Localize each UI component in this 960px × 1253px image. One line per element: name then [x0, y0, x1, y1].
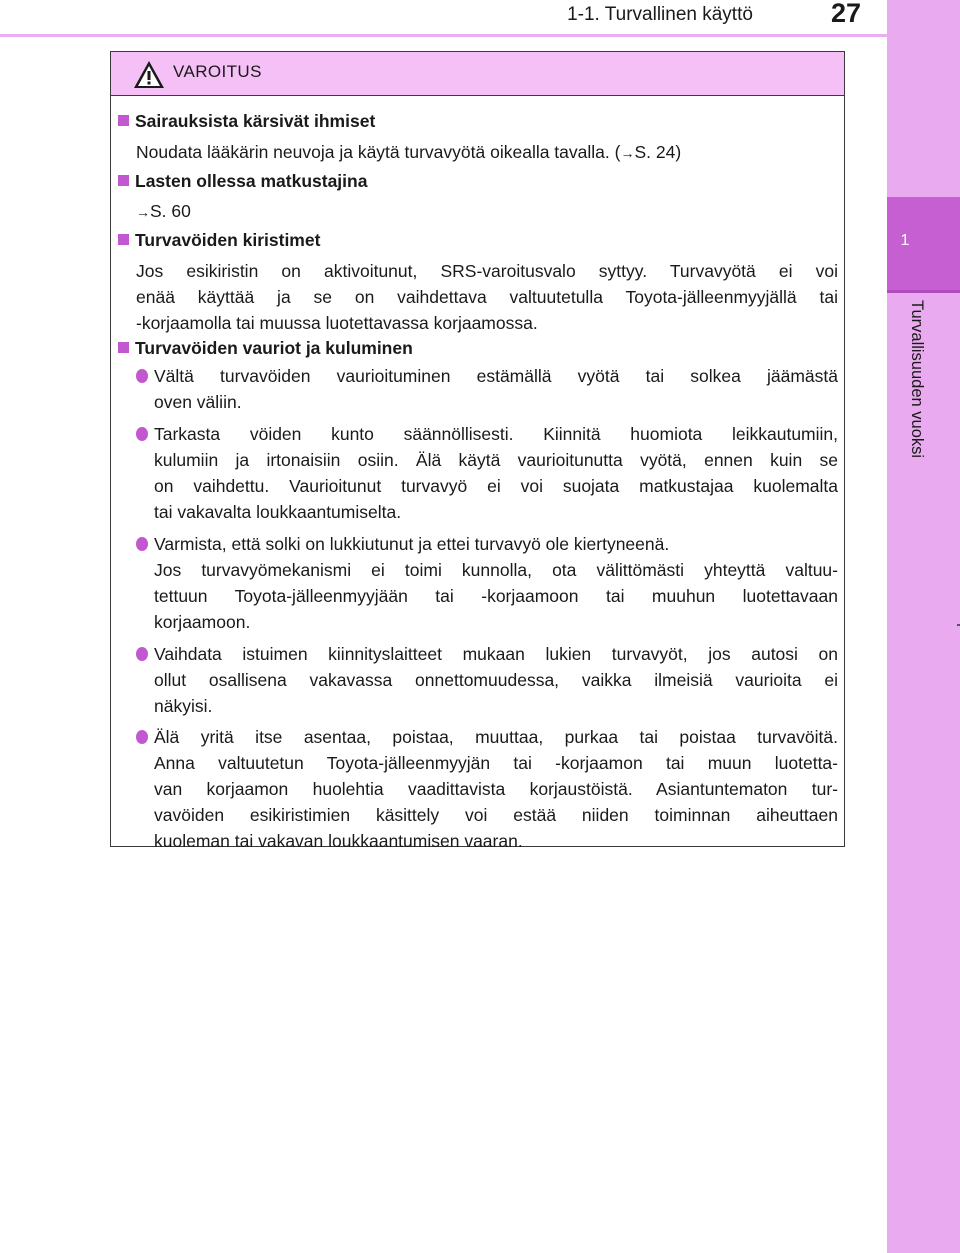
- arrow-right-icon: →: [136, 204, 150, 220]
- square-bullet-icon: [118, 234, 129, 245]
- section-heading: Turvavöiden vauriot ja kuluminen: [118, 338, 413, 359]
- circle-bullet-icon: [136, 730, 148, 744]
- circle-bullet-icon: [136, 647, 148, 661]
- warning-box: [110, 51, 845, 851]
- section-heading: Sairauksista kärsivät ihmiset: [118, 111, 375, 132]
- section-title: 1-1. Turvallinen käyttö: [567, 4, 753, 25]
- bullet-paragraph: Varmista, että solki on lukkiutunut ja ettei turvavyö ole kiertyneenä. Jos turvavyömekanismi ei toimi kunnolla, ota välittömästi yhteyttä valtuu- tettuun Toyota-jälleenmyyjään tai -korjaamoon tai muuhun luotettavaan korjaamoon.: [154, 534, 838, 632]
- section-heading: Turvavöiden kiristimet: [118, 230, 320, 251]
- warning-header: [111, 52, 844, 96]
- warning-title: VAROITUS: [173, 62, 262, 81]
- chapter-side-tab: [887, 0, 960, 1253]
- page-reference: S. 24: [634, 142, 676, 162]
- bullet-paragraph: Vaihdata istuimen kiinnityslaitteet mukaan lukien turvavyöt, jos autosi on ollut osallisena vakavassa onnettomuudessa, vaikka ilmeisiä vaurioita ei näkyisi.: [154, 644, 838, 716]
- page-number: 27: [830, 0, 862, 28]
- chapter-title: Turvallisuuden vuoksi: [908, 300, 926, 459]
- square-bullet-icon: [118, 115, 129, 126]
- arrow-right-icon: →: [620, 145, 635, 161]
- chapter-tab-divider: [887, 290, 960, 293]
- warning-triangle-icon: [133, 60, 165, 89]
- bullet-paragraph: Älä yritä itse asentaa, poistaa, muuttaa, purkaa tai poistaa turvavöitä. Anna valtuutetun Toyota-jälleenmyyjän tai -korjaamon tai muun luotetta- van korjaamon huolehtia vaadittavista korjaustöistä. Asiantuntematon tur- vavöiden esikiristimien käsittely voi estää niiden toiminnan aiheuttaen kuoleman tai vakavan loukkaantumisen vaaran.: [154, 727, 838, 851]
- circle-bullet-icon: [136, 537, 148, 551]
- section-heading: Lasten ollessa matkustajina: [118, 171, 367, 192]
- page-reference: S. 60: [150, 201, 191, 221]
- section-paragraph: Jos esikiristin on aktivoitunut, SRS-varoitusvalo syttyy. Turvavyötä ei voi enää käyttää ja se on vaihdettava valtuutetulla Toyota-jälleenmyyjällä tai -korjaamolla tai muussa luotettavassa korjaamossa.: [136, 261, 838, 333]
- circle-bullet-icon: [136, 427, 148, 441]
- bullet-paragraph: Vältä turvavöiden vaurioituminen estämällä vyötä tai solkea jäämästä oven väliin.: [154, 366, 838, 412]
- bullet-paragraph: Tarkasta vöiden kunto säännöllisesti. Kiinnitä huomiota leikkautumiin, kulumiin ja irtonaisiin osiin. Älä käytä vaurioitunutta vyötä, ennen kuin se on vaihdettu. Vaurioitunut turvavyö ei voi suojata matkustajaa kuolemalta tai vakavalta loukkaantumiselta.: [154, 424, 838, 522]
- circle-bullet-icon: [136, 369, 148, 383]
- square-bullet-icon: [118, 342, 129, 353]
- square-bullet-icon: [118, 175, 129, 186]
- section-text: Noudata lääkärin neuvoja ja käytä turvavyötä oikealla tavalla. (→S. 24): [136, 142, 682, 162]
- header-divider: [0, 34, 887, 37]
- section-text: [136, 201, 191, 222]
- chapter-number: 1: [900, 232, 910, 249]
